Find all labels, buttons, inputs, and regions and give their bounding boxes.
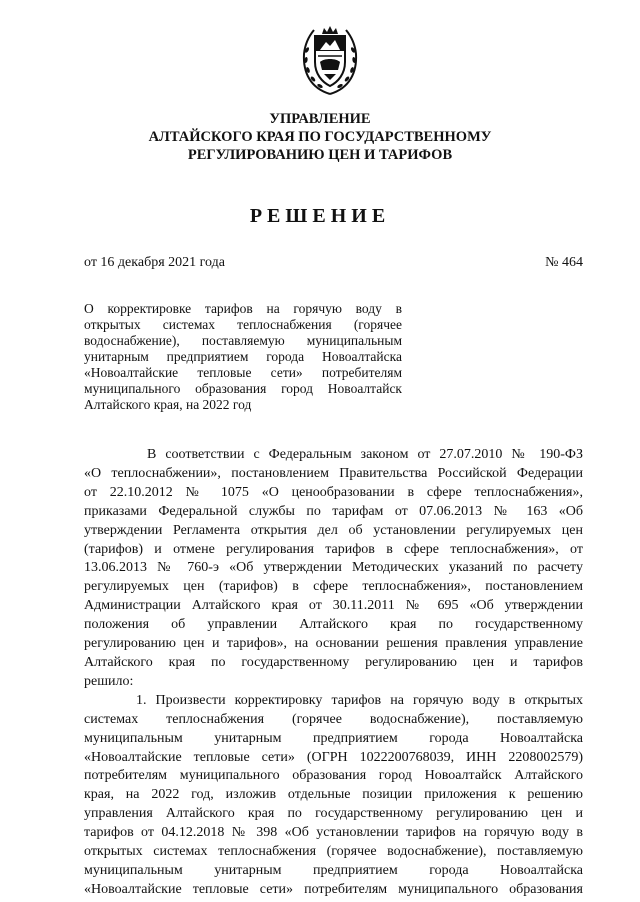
- body-line: системах теплоснабжения (горячее водоснабжение), поставляемую: [84, 711, 583, 727]
- body-line: регулируемых цен (тарифов) в сфере теплоснабжения», постановлением: [84, 579, 583, 595]
- body-line: потребителям муниципального образования город Новоалтайск Алтайского: [84, 768, 583, 784]
- body-line: от 22.10.2012 № 1075 «О ценообразовании в сфере теплоснабжения»,: [84, 484, 583, 500]
- subject-line: водоснабжение), поставляемую муниципальным: [84, 333, 402, 348]
- subject-line: О корректировке тарифов на горячую воду в: [84, 301, 402, 316]
- body-line: 13.06.2013 № 760-э «Об утверждении Методических указаний по расчету: [84, 560, 583, 576]
- document-date: от 16 декабря 2021 года: [84, 255, 225, 270]
- body-line: муниципальным унитарным предприятием города Новоалтайска: [84, 862, 583, 878]
- document-type-title: РЕШЕНИЕ: [249, 205, 391, 227]
- body-line: «О теплоснабжении», постановлением Правительства Российской Федерации: [84, 465, 583, 481]
- body-line: В соответствии с Федеральным законом от 27.07.2010 № 190-ФЗ: [147, 447, 583, 462]
- body-line: (тарифов) и отмене регулирования тарифов в сфере теплоснабжения», от: [84, 541, 583, 557]
- body-line: решило:: [84, 673, 134, 689]
- body-line: муниципальным унитарным предприятием города Новоалтайска: [84, 730, 583, 746]
- subject-line: Алтайского края, на 2022 год: [84, 397, 252, 412]
- subject-line: унитарным предприятием города Новоалтайска: [84, 349, 402, 364]
- body-line: регулированию цен и тарифов», на основании решения правления управление: [84, 636, 583, 652]
- org-line: РЕГУЛИРОВАНИЮ ЦЕН И ТАРИФОВ: [187, 147, 453, 163]
- document-number: № 464: [545, 255, 583, 270]
- subject-line: муниципального образования город Новоалтайск: [84, 381, 402, 396]
- org-line: УПРАВЛЕНИЕ: [269, 111, 371, 127]
- body-line: 1. Произвести корректировку тарифов на горячую воду в открытых: [136, 692, 583, 708]
- body-line: Администрации Алтайского края от 30.11.2011 № 695 «Об утверждении: [84, 598, 583, 614]
- subject-line: «Новоалтайские тепловые сети» потребителям: [84, 365, 402, 380]
- altai-krai-coat-of-arms-icon: [300, 22, 360, 96]
- body-line: Алтайского края по государственному регулированию цен и тарифов: [84, 654, 583, 670]
- body-line: управления Алтайского края по государственному регулированию цен и: [84, 806, 583, 822]
- body-line: положения об управлении Алтайского края по государственному: [84, 617, 583, 633]
- body-line: приказами Федеральной службы по тарифам от 07.06.2013 № 163 «Об: [84, 503, 583, 519]
- organization-name: [0, 110, 640, 164]
- body-line: утверждении Регламента открытия дел об установлении регулируемых цен: [84, 522, 583, 538]
- subject-line: открытых системах теплоснабжения (горячее: [84, 317, 402, 332]
- body-line: «Новоалтайские тепловые сети» потребителям муниципального образования: [84, 881, 583, 897]
- body-line: открытых системах теплоснабжения (горячее водоснабжение), поставляемую: [84, 844, 583, 860]
- body-line: края, на 2022 год, изложив отдельные позиции приложения к решению: [84, 787, 583, 803]
- body-line: тарифов от 04.12.2018 № 398 «Об установлении тарифов на горячую воду в: [84, 825, 583, 841]
- document-body: [84, 446, 583, 900]
- document-subject: [84, 301, 402, 413]
- body-line: «Новоалтайские тепловые сети» (ОГРН 1022200768039, ИНН 2208002579): [84, 749, 583, 765]
- org-line: АЛТАЙСКОГО КРАЯ ПО ГОСУДАРСТВЕННОМУ: [148, 129, 492, 145]
